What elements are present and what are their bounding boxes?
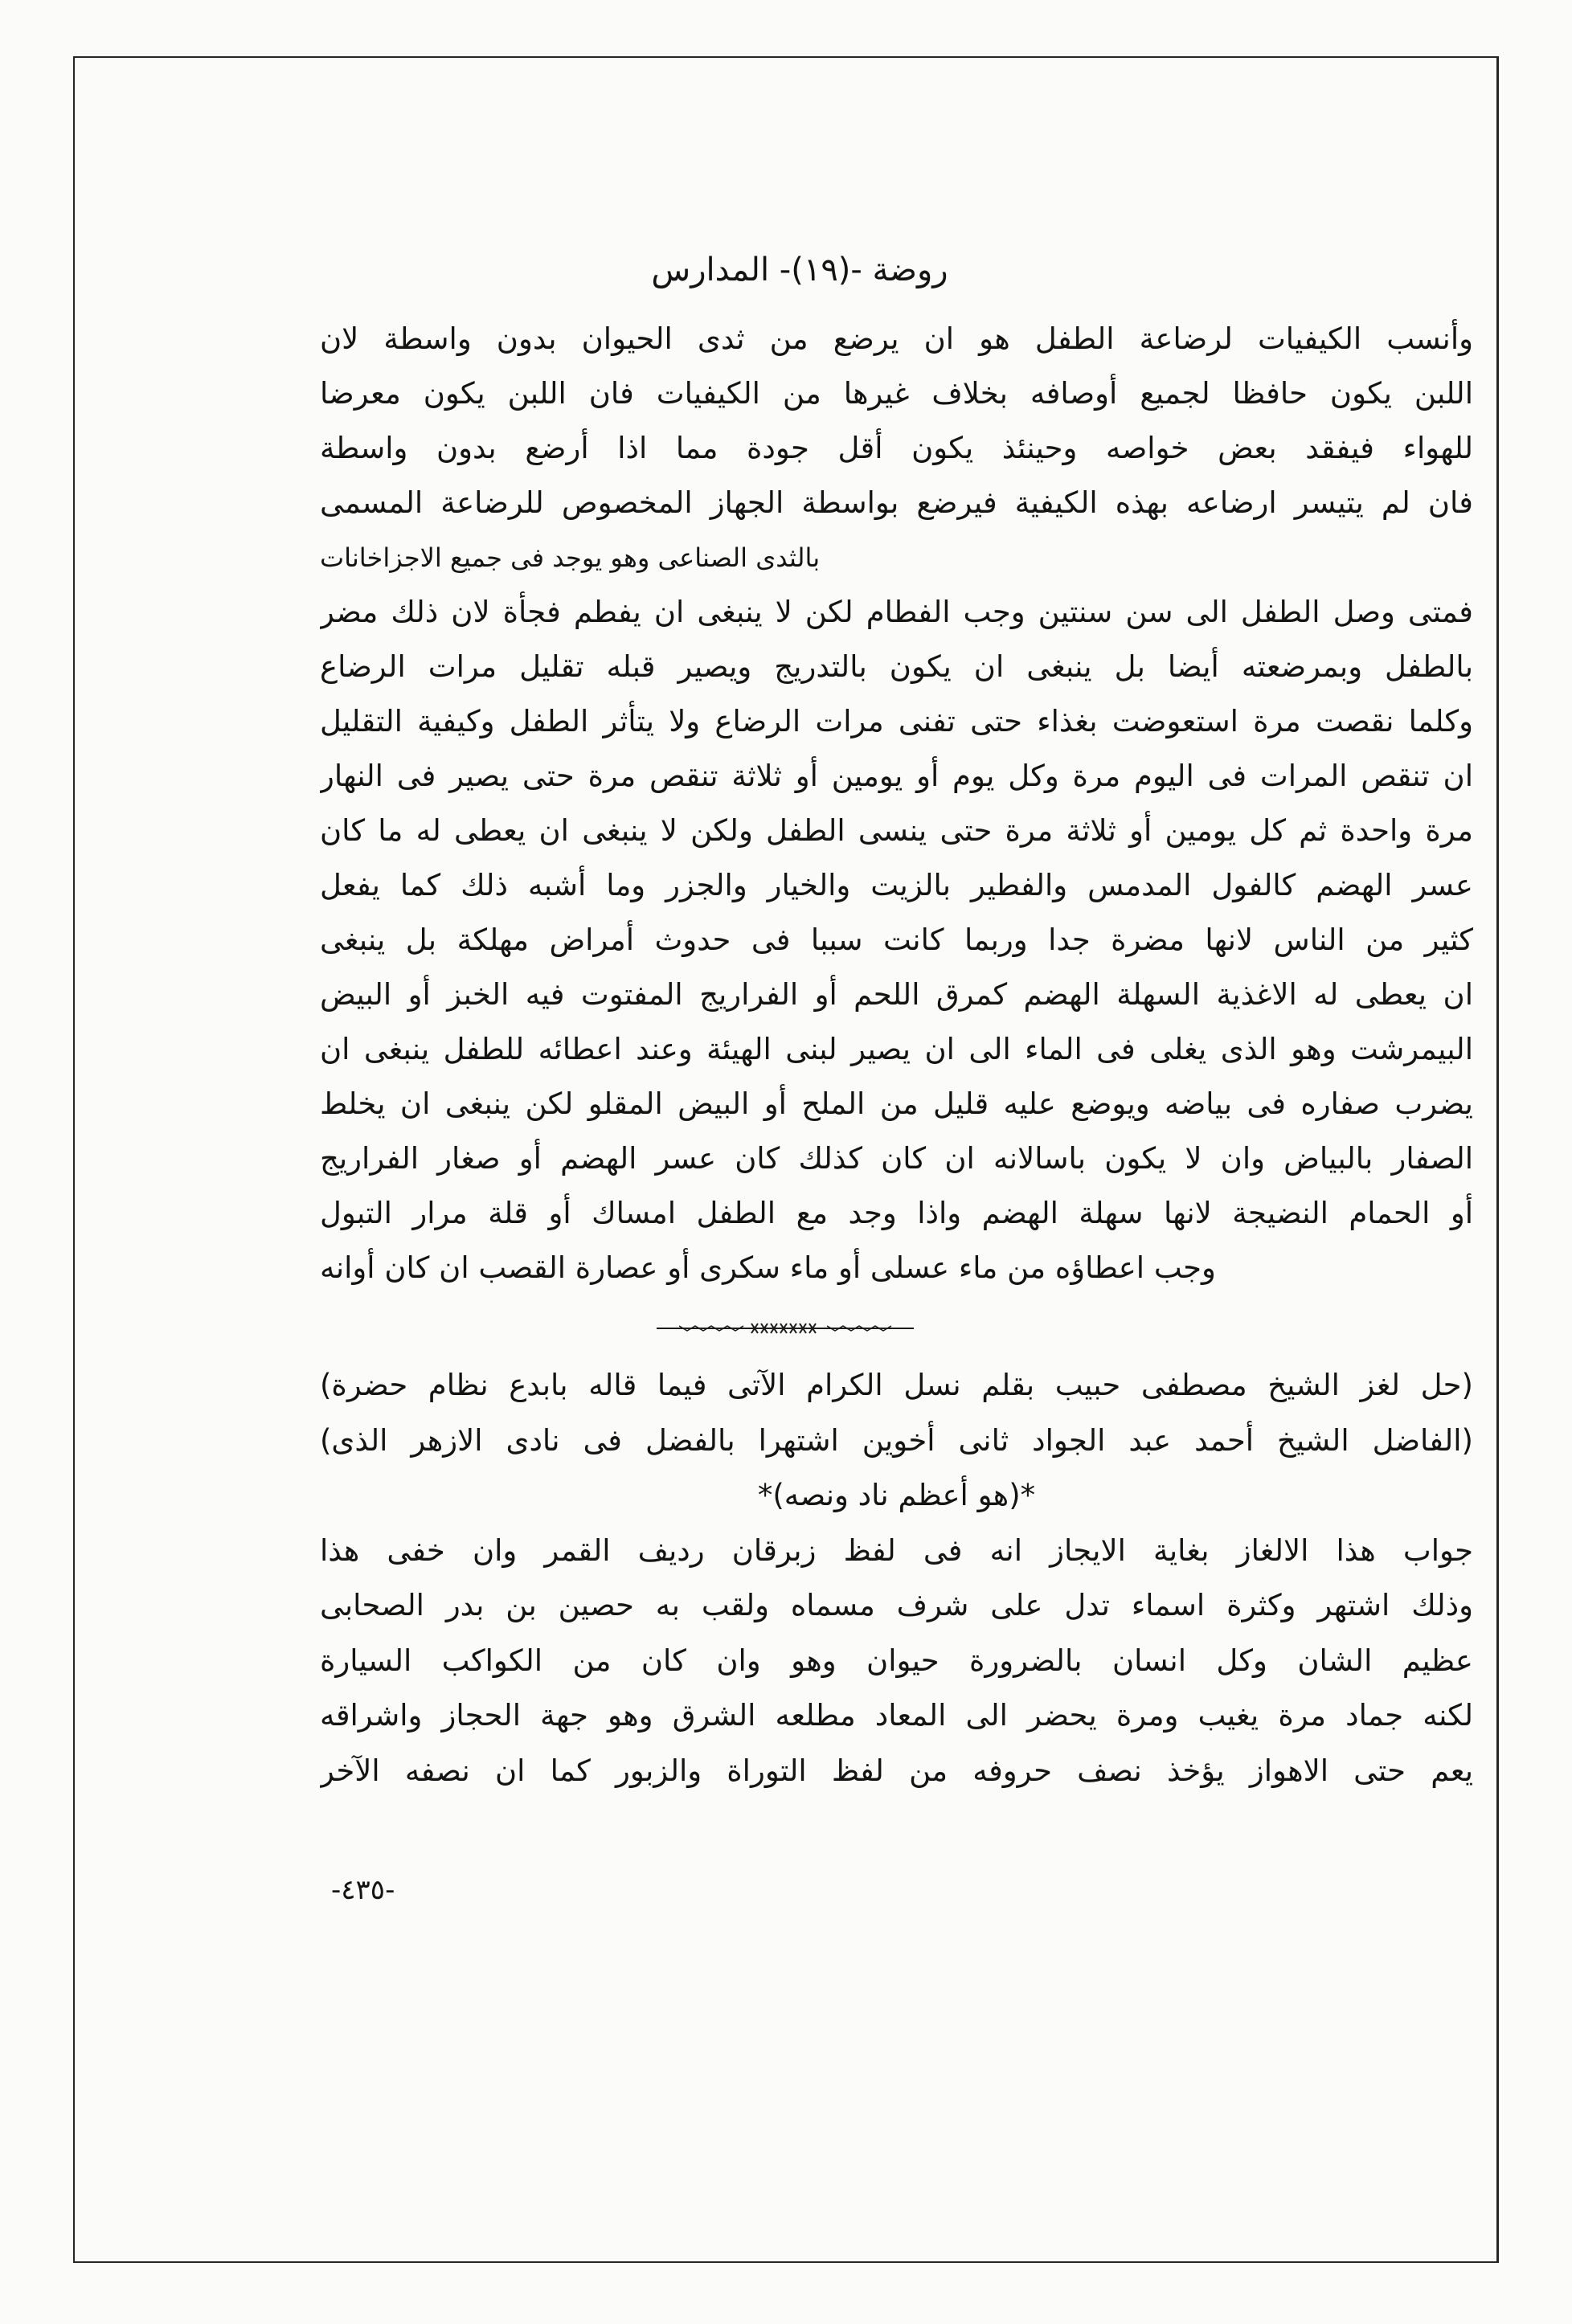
text-line: أو الحمام النضيجة لانها سهلة الهضم واذا وجد مع الطفل امساك أو قلة مرار التبول <box>320 1196 1473 1230</box>
text-line: وكلما نقصت مرة استعوضت بغذاء حتى تفنى مرات الرضاع ولا يتأثر الطفل وكيفية التقليل <box>320 704 1473 739</box>
text-line: وجب اعطاؤه من ماء عسلى أو ماء سكرى أو عصارة القصب ان كان أوانه <box>320 1250 1216 1285</box>
text-line: ان تنقص المرات فى اليوم مرة وكل يوم أو يومين أو ثلاثة تنقص مرة حتى يصير فى النهار <box>320 759 1473 793</box>
text-line: كثير من الناس لانها مضرة جدا وربما كانت سببا فى حدوث أمراض مهلكة بل ينبغى <box>320 923 1473 957</box>
text-line: اللبن يكون حافظا لجميع أوصافه بخلاف غيرها من الكيفيات فان اللبن يكون معرضا <box>320 376 1473 411</box>
text-line: بالطفل وبمرضعته أيضا بل ينبغى ان يكون بالتدريج ويصير قبله تقليل مرات الرضاع <box>320 649 1473 684</box>
riddle-heading-line: (حل لغز الشيخ مصطفى حبيب بقلم نسل الكرام الآتى فيما قاله بابدع نظام حضرة) <box>320 1368 1473 1402</box>
separator-ornament <box>655 1320 915 1337</box>
text-line: ان يعطى له الاغذية السهلة الهضم كمرق اللحم أو الفراريج المفتوت فيه الخبز أو البيض <box>320 977 1473 1012</box>
text-line: بالثدى الصناعى وهو يوجد فى جميع الاجزاخانات <box>320 542 821 573</box>
running-header: روضة -(١٩)- المدارس <box>651 252 948 288</box>
text-line: مرة واحدة ثم كل يومين أو ثلاثة مرة حتى ينسى الطفل ولكن لا ينبغى ان يعطى له ما كان <box>320 813 1473 848</box>
text-line: وأنسب الكيفيات لرضاعة الطفل هو ان يرضع من ثدى الحيوان بدون واسطة لان <box>320 321 1473 356</box>
text-line: عظيم الشان وكل انسان بالضرورة حيوان وهو وان كان من الكواكب السيارة <box>320 1643 1473 1678</box>
text-line: لكنه جماد مرة يغيب ومرة يحضر الى المعاد مطلعه الشرق وهو جهة الحجاز واشراقه <box>320 1698 1473 1733</box>
riddle-heading-line: (الفاضل الشيخ أحمد عبد الجواد ثانى أخوين اشتهرا بالفضل فى نادى الازهر الذى) <box>320 1422 1473 1458</box>
article-text <box>320 312 1473 1295</box>
text-line: فان لم يتيسر ارضاعه بهذه الكيفية فيرضع بواسطة الجهاز المخصوص للرضاعة المسمى <box>320 485 1473 520</box>
text-line: يضرب صفاره فى بياضه ويوضع عليه قليل من الملح أو البيض المقلو لكن ينبغى ان يخلط <box>320 1086 1473 1121</box>
text-line: للهواء فيفقد بعض خواصه وحينئذ يكون أقل جودة مما اذا أرضع بدون واسطة <box>320 431 1473 465</box>
page-number: -٤٣٥- <box>331 1874 395 1906</box>
text-line: البيمرشت وهو الذى يغلى فى الماء الى ان يصير لبنى الهيئة وعند اعطائه للطفل ينبغى ان <box>320 1032 1473 1066</box>
text-line: فمتى وصل الطفل الى سن سنتين وجب الفطام لكن لا ينبغى ان يفطم فجأة لان ذلك مضر <box>320 595 1473 629</box>
riddle-heading-line: *(هو أعظم ناد ونصه)* <box>757 1478 1036 1512</box>
text-line: الصفار بالبياض وان لا يكون باسالانه ان كان كذلك كان عسر الهضم أو صغار الفراريج <box>320 1141 1473 1176</box>
text-line: يعم حتى الاهواز يؤخذ نصف حروفه من لفظ التوراة والزبور كما ان نصفه الآخر <box>320 1753 1473 1788</box>
text-line: عسر الهضم كالفول المدمس والفطير بالزيت والخيار والجزر وما أشبه ذلك كما يفعل <box>320 868 1473 902</box>
text-line: جواب هذا الالغاز بغاية الايجاز انه فى لفظ زبرقان رديف القمر وان خفى هذا <box>320 1532 1473 1568</box>
text-line: وذلك اشتهر وكثرة اسماء تدل على شرف مسماه ولقب به حصين بن بدر الصحابى <box>320 1588 1473 1622</box>
riddle-answer <box>320 1358 1473 1798</box>
